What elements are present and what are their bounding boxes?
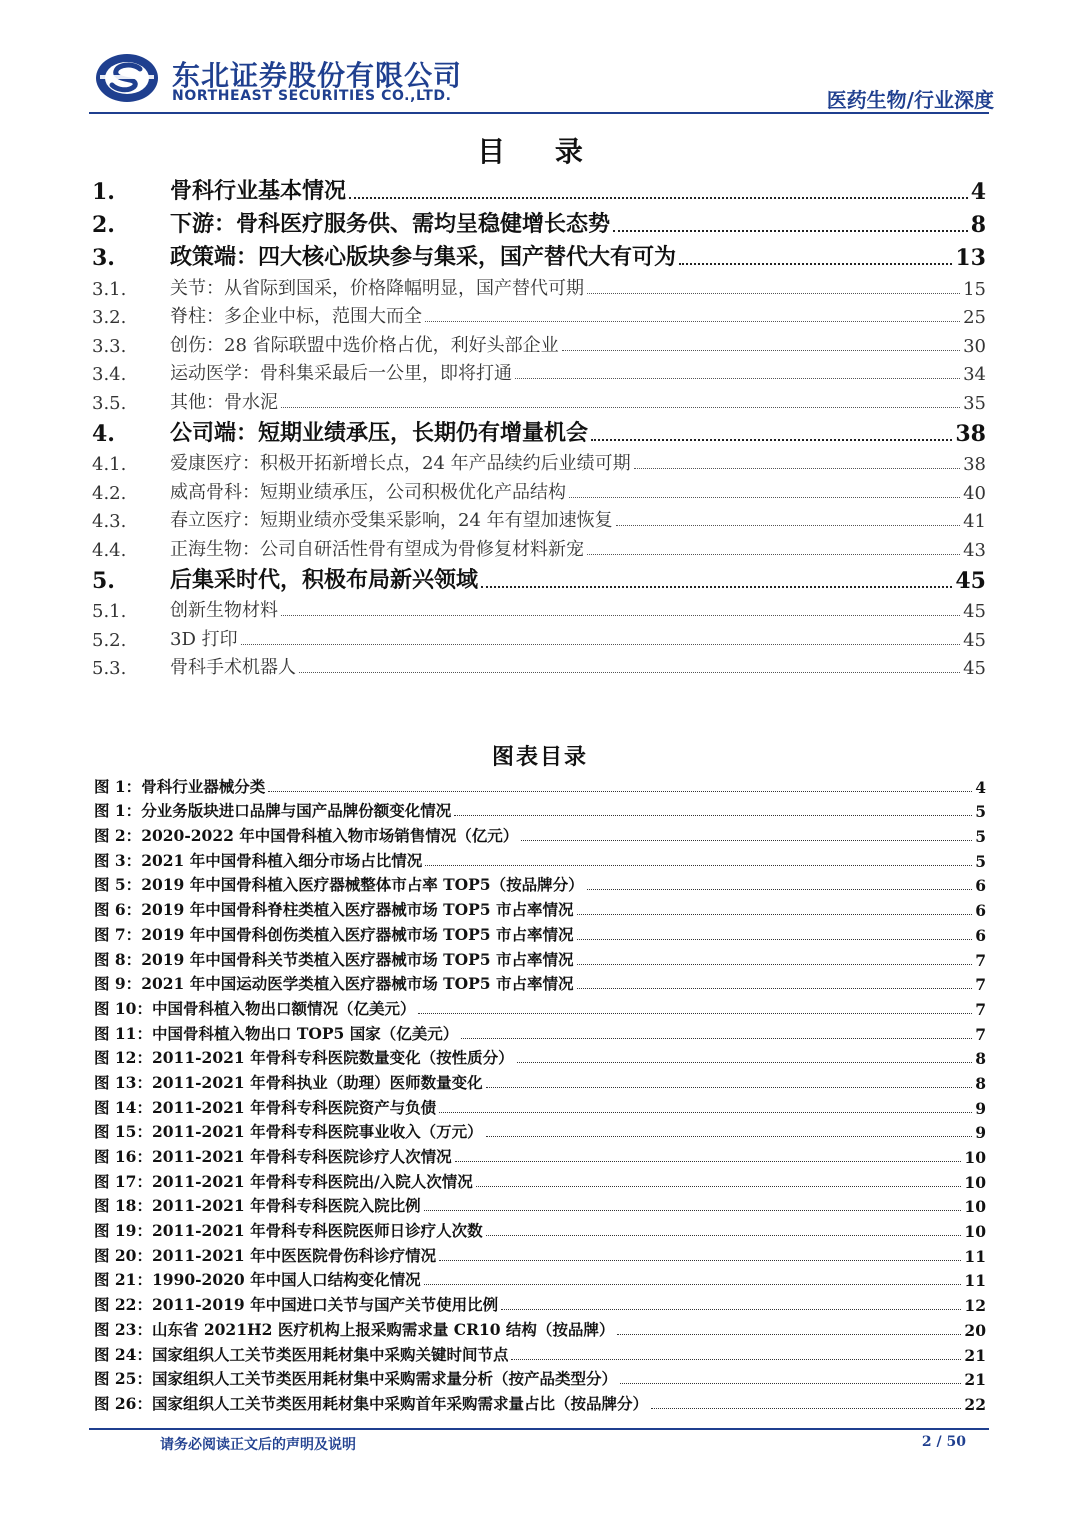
toc-entry-title: 下游：骨科医疗服务供、需均呈稳健增长态势 (170, 211, 611, 237)
figure-label: 图 18： (94, 1196, 152, 1216)
toc-entry-page: 45 (963, 601, 986, 622)
toc-entry-page: 30 (963, 335, 986, 357)
figure-page: 21 (964, 1370, 986, 1390)
toc-entry-title: 政策端：四大核心版块参与集采，国产替代大有可为 (170, 244, 677, 270)
footer-divider (89, 1428, 989, 1430)
figure-page: 20 (964, 1320, 986, 1340)
figure-label: 图 13： (94, 1072, 152, 1092)
figure-label: 图 1： (94, 801, 142, 821)
toc-entry-title: 创新生物材料 (170, 600, 278, 621)
toc-entry-number: 4.1. (92, 454, 127, 475)
figure-title: 中国骨科植入物出口额情况（亿美元） (151, 998, 416, 1018)
toc-subsection-entry[interactable] (92, 271, 986, 300)
figure-page: 9 (975, 1098, 986, 1118)
figure-page: 5 (975, 851, 986, 871)
toc-entry-number: 4.2. (92, 482, 127, 504)
toc-subsection-entry[interactable] (92, 357, 986, 386)
footer-disclaimer-notice: 请务必阅读正文后的声明及说明 (160, 1437, 356, 1453)
toc-dot-leader (349, 197, 968, 199)
figure-toc-entry[interactable] (94, 1340, 986, 1365)
toc-entry-title: 后集采时代，积极布局新兴领域 (170, 566, 479, 593)
figure-dot-leader (577, 964, 973, 965)
figure-dot-leader (418, 1013, 972, 1014)
figure-dot-leader (461, 1038, 972, 1039)
figure-toc-entry[interactable] (94, 994, 986, 1019)
figure-toc-entry[interactable] (94, 1389, 986, 1414)
figure-toc-entry[interactable] (94, 1365, 986, 1390)
toc-entry-title: 春立医疗：短期业绩亦受集采影响，24 年有望加速恢复 (170, 510, 613, 531)
toc-section-entry[interactable] (92, 238, 986, 271)
figure-dot-leader (501, 1309, 961, 1310)
figure-dot-leader (577, 914, 973, 915)
toc-entry-number: 3. (92, 245, 115, 271)
figure-dot-leader (454, 815, 972, 816)
figure-title: 2011-2021 年中医医院骨伤科诊疗情况 (151, 1245, 437, 1265)
figure-title: 国家组织人工关节类医用耗材集中采购首年采购需求量占比（按品牌分） (151, 1393, 648, 1413)
toc-entry-number: 3.3. (92, 335, 127, 357)
figure-page: 21 (964, 1345, 986, 1365)
figure-title: 1990-2020 年中国人口结构变化情况 (151, 1270, 421, 1290)
figure-dot-leader (486, 1136, 973, 1137)
figure-label: 图 5： (94, 875, 142, 895)
toc-dot-leader (425, 321, 960, 322)
figure-dot-leader (517, 1062, 973, 1063)
header-divider (89, 112, 989, 114)
toc-subsection-entry[interactable] (92, 385, 986, 414)
figure-title: 2011-2021 年骨科专科医院资产与负债 (151, 1097, 437, 1117)
toc-entry-title: 创伤：28 省际联盟中选价格占优，利好头部企业 (170, 334, 559, 356)
figure-dot-leader (511, 1359, 961, 1360)
figure-label: 图 3： (94, 850, 142, 870)
toc-entry-number: 4.3. (92, 511, 127, 532)
toc-entry-number: 4.4. (92, 539, 127, 561)
figure-page: 10 (964, 1172, 986, 1192)
toc-subsection-entry[interactable] (92, 475, 986, 504)
page-header (0, 0, 1080, 120)
figure-label: 图 24： (94, 1344, 152, 1364)
figure-dot-leader (424, 1210, 962, 1211)
figure-toc-entry[interactable] (94, 846, 986, 871)
figure-toc-entry[interactable] (94, 797, 986, 822)
figure-label: 图 10： (94, 998, 152, 1018)
figure-dot-leader (521, 840, 972, 841)
figure-page: 10 (964, 1197, 986, 1217)
toc-entry-title: 运动医学：骨科集采最后一公里，即将打通 (170, 363, 512, 384)
toc-entry-page: 13 (955, 245, 986, 271)
figure-toc-entry[interactable] (94, 821, 986, 846)
figure-title: 2019 年中国骨科植入医疗器械整体市占率 TOP5（按品牌分） (141, 875, 584, 895)
toc-subsection-entry[interactable] (92, 594, 986, 623)
table-of-contents (92, 172, 986, 679)
figure-title: 2011-2019 年中国进口关节与国产关节使用比例 (151, 1295, 499, 1315)
figure-page: 8 (975, 1073, 986, 1093)
toc-entry-page: 41 (963, 511, 986, 532)
figure-title: 2011-2021 年骨科专科医院入院比例 (151, 1196, 421, 1216)
figure-toc-entry[interactable] (94, 1216, 986, 1241)
figure-page: 11 (964, 1246, 986, 1266)
figure-label: 图 17： (94, 1171, 152, 1191)
figure-label: 图 16： (94, 1147, 152, 1166)
toc-entry-number: 1. (92, 179, 115, 205)
toc-entry-page: 43 (963, 539, 986, 561)
toc-title: 目 录 (477, 135, 603, 168)
figure-toc-entry[interactable] (94, 1315, 986, 1340)
toc-entry-page: 40 (963, 482, 986, 504)
toc-dot-leader (562, 350, 960, 351)
figure-toc-entry[interactable] (94, 1044, 986, 1069)
figure-dot-leader (425, 865, 972, 866)
figure-toc-entry[interactable] (94, 1192, 986, 1217)
figure-title: 2011-2021 年骨科专科医院出/入院人次情况 (151, 1171, 473, 1191)
toc-dot-leader (587, 554, 960, 555)
figure-dot-leader (617, 1334, 961, 1335)
figure-dot-leader (268, 791, 972, 792)
toc-entry-title: 脊柱：多企业中标，范围大而全 (170, 306, 422, 327)
figure-page: 6 (975, 876, 986, 896)
figure-dot-leader (486, 1235, 962, 1236)
figure-title: 2011-2021 年骨科专科医院诊疗人次情况 (151, 1147, 452, 1166)
figure-title: 2019 年中国骨科创伤类植入医疗器械市场 TOP5 市占率情况 (141, 924, 574, 944)
toc-entry-title: 骨科手术机器人 (170, 657, 296, 678)
figure-page: 5 (975, 802, 986, 822)
figure-dot-leader (476, 1186, 962, 1187)
figure-label: 图 11： (94, 1023, 152, 1043)
figure-toc-entry[interactable] (94, 772, 986, 797)
toc-entry-title: 正海生物：公司自研活性骨有望成为骨修复材料新宠 (170, 538, 584, 560)
figure-title: 国家组织人工关节类医用耗材集中采购关键时间节点 (151, 1344, 509, 1364)
toc-entry-page: 15 (963, 278, 986, 300)
toc-entry-page: 45 (963, 629, 986, 651)
toc-entry-title: 3D 打印 (170, 628, 238, 650)
figure-label: 图 20： (94, 1245, 152, 1265)
figure-dot-leader (455, 1161, 962, 1162)
figure-label: 图 1： (94, 776, 142, 796)
toc-subsection-entry[interactable] (92, 328, 986, 357)
figure-toc-entry[interactable] (94, 1118, 986, 1143)
toc-entry-number: 4. (92, 420, 115, 447)
page-number: 2 / 50 (921, 1434, 966, 1450)
toc-dot-leader (679, 263, 952, 265)
figure-page: 4 (975, 777, 986, 797)
toc-entry-number: 5.2. (92, 629, 127, 651)
report-category: 医药生物/行业深度 (826, 88, 994, 112)
company-name-en: NORTHEAST SECURITIES CO.,LTD. (172, 88, 452, 104)
figure-page: 7 (975, 999, 986, 1019)
toc-subsection-entry[interactable] (92, 504, 986, 533)
toc-dot-leader (515, 378, 960, 379)
figure-label: 图 23： (94, 1319, 152, 1339)
figure-toc-entry[interactable] (94, 1241, 986, 1266)
toc-entry-title: 关节：从省际到国采，价格降幅明显，国产替代可期 (170, 277, 584, 299)
toc-entry-page: 45 (955, 567, 986, 594)
figure-label: 图 25： (94, 1369, 152, 1389)
toc-entry-title: 骨科行业基本情况 (170, 178, 347, 204)
toc-entry-number: 2. (92, 212, 115, 238)
figure-title: 分业务版块进口品牌与国产品牌份额变化情况 (141, 801, 452, 821)
figure-page: 6 (975, 925, 986, 945)
toc-entry-page: 45 (963, 658, 986, 679)
toc-entry-page: 35 (963, 392, 986, 414)
toc-entry-page: 8 (970, 212, 986, 238)
toc-entry-page: 38 (955, 420, 986, 447)
toc-entry-number: 5. (92, 567, 115, 594)
toc-entry-title: 公司端：短期业绩承压，长期仍有增量机会 (170, 419, 589, 446)
figure-label: 图 2： (94, 826, 142, 846)
figure-toc-entry[interactable] (94, 1266, 986, 1291)
figure-page: 7 (975, 1024, 986, 1044)
toc-dot-leader (616, 525, 960, 526)
toc-dot-leader (299, 672, 960, 673)
figure-toc-entry[interactable] (94, 1019, 986, 1044)
figure-page: 8 (975, 1049, 986, 1069)
figure-title: 2011-2021 年骨科专科医院医师日诊疗人次数 (151, 1221, 483, 1241)
toc-entry-number: 3.1. (92, 278, 127, 300)
figure-toc-entry[interactable] (94, 1142, 986, 1167)
figure-page: 7 (975, 975, 986, 995)
toc-dot-leader (281, 407, 960, 408)
figure-title: 中国骨科植入物出口 TOP5 国家（亿美元） (151, 1023, 459, 1043)
figure-page: 11 (964, 1271, 986, 1291)
figure-title: 国家组织人工关节类医用耗材集中采购需求量分析（按产品类型分） (151, 1369, 617, 1389)
figure-page: 5 (975, 827, 986, 847)
figure-toc-entry[interactable] (94, 871, 986, 896)
figure-dot-leader (620, 1383, 961, 1384)
figure-page: 12 (964, 1296, 986, 1316)
figure-title: 2011-2021 年骨科专科医院数量变化（按性质分） (151, 1048, 514, 1068)
figure-label: 图 6： (94, 900, 142, 920)
figure-toc-entry[interactable] (94, 920, 986, 945)
toc-dot-leader (569, 497, 960, 498)
figure-page: 9 (975, 1123, 986, 1143)
toc-section-entry[interactable] (92, 561, 986, 594)
figure-dot-leader (439, 1112, 972, 1113)
figure-dot-leader (587, 889, 973, 890)
figure-toc-entry[interactable] (94, 1167, 986, 1192)
figure-dot-leader (424, 1284, 962, 1285)
figure-title: 2021 年中国运动医学类植入医疗器械市场 TOP5 市占率情况 (141, 974, 574, 994)
toc-entry-page: 38 (963, 454, 986, 475)
toc-entry-number: 3.5. (92, 392, 127, 414)
figure-title: 山东省 2021H2 医疗机构上报采购需求量 CR10 结构（按品牌） (151, 1319, 615, 1339)
figure-toc-entry[interactable] (94, 1068, 986, 1093)
northeast-securities-logo-icon (94, 52, 160, 104)
toc-entry-number: 5.3. (92, 658, 127, 679)
figure-title: 2011-2021 年骨科执业（助理）医师数量变化 (151, 1072, 483, 1092)
figure-label: 图 8： (94, 949, 142, 969)
toc-entry-number: 3.4. (92, 364, 127, 385)
toc-entry-title: 威高骨科：短期业绩承压，公司积极优化产品结构 (170, 481, 566, 503)
figure-label: 图 9： (94, 974, 142, 994)
figure-title: 骨科行业器械分类 (141, 776, 266, 796)
figure-dot-leader (439, 1260, 961, 1261)
toc-entry-number: 5.1. (92, 601, 127, 622)
figure-label: 图 7： (94, 924, 142, 944)
figure-page: 7 (975, 950, 986, 970)
figure-dot-leader (651, 1408, 961, 1409)
figure-toc-entry[interactable] (94, 1290, 986, 1315)
figure-label: 图 19： (94, 1221, 152, 1241)
figure-title: 2019 年中国骨科关节类植入医疗器械市场 TOP5 市占率情况 (141, 949, 574, 969)
toc-dot-leader (591, 439, 952, 441)
figure-table-of-contents (94, 772, 986, 1414)
toc-subsection-entry[interactable] (92, 651, 986, 680)
figure-page: 22 (964, 1394, 986, 1414)
toc-dot-leader (281, 615, 960, 616)
figure-toc-entry[interactable] (94, 945, 986, 970)
figure-label: 图 22： (94, 1295, 152, 1315)
toc-entry-number: 3.2. (92, 307, 127, 328)
toc-dot-leader (481, 586, 952, 588)
figure-title: 2019 年中国骨科脊柱类植入医疗器械市场 TOP5 市占率情况 (141, 900, 574, 920)
figure-label: 图 15： (94, 1122, 152, 1142)
toc-subsection-entry[interactable] (92, 532, 986, 561)
toc-section-entry[interactable] (92, 414, 986, 447)
toc-section-entry[interactable] (92, 205, 986, 238)
toc-subsection-entry[interactable] (92, 622, 986, 651)
figure-label: 图 26： (94, 1393, 152, 1413)
figure-page: 6 (975, 901, 986, 921)
toc-dot-leader (241, 644, 960, 645)
figure-title: 2011-2021 年骨科专科医院事业收入（万元） (151, 1122, 483, 1142)
toc-dot-leader (634, 468, 960, 469)
figure-title: 2020-2022 年中国骨科植入物市场销售情况（亿元） (141, 826, 519, 846)
toc-entry-title: 爱康医疗：积极开拓新增长点，24 年产品续约后业绩可期 (170, 453, 631, 474)
toc-entry-page: 25 (963, 307, 986, 328)
toc-dot-leader (613, 230, 968, 232)
figure-toc-entry[interactable] (94, 895, 986, 920)
toc-dot-leader (587, 293, 960, 294)
figure-dot-leader (486, 1087, 973, 1088)
figure-label: 图 12： (94, 1048, 152, 1068)
figure-toc-entry[interactable] (94, 970, 986, 995)
figure-toc-entry[interactable] (94, 1093, 986, 1118)
toc-subsection-entry[interactable] (92, 447, 986, 476)
figure-title: 2021 年中国骨科植入细分市场占比情况 (141, 850, 423, 870)
figure-dot-leader (577, 988, 973, 989)
figure-dot-leader (577, 939, 973, 940)
toc-subsection-entry[interactable] (92, 300, 986, 329)
company-name-cn: 东北证券股份有限公司 (172, 59, 463, 92)
toc-entry-page: 4 (970, 179, 986, 205)
figure-label: 图 21： (94, 1270, 152, 1290)
figure-toc-title: 图表目录 (491, 744, 588, 770)
toc-entry-page: 34 (963, 364, 986, 385)
toc-entry-title: 其他：骨水泥 (170, 391, 278, 413)
figure-page: 10 (964, 1148, 986, 1167)
figure-label: 图 14： (94, 1097, 152, 1117)
figure-page: 10 (964, 1222, 986, 1242)
toc-section-entry[interactable] (92, 172, 986, 205)
